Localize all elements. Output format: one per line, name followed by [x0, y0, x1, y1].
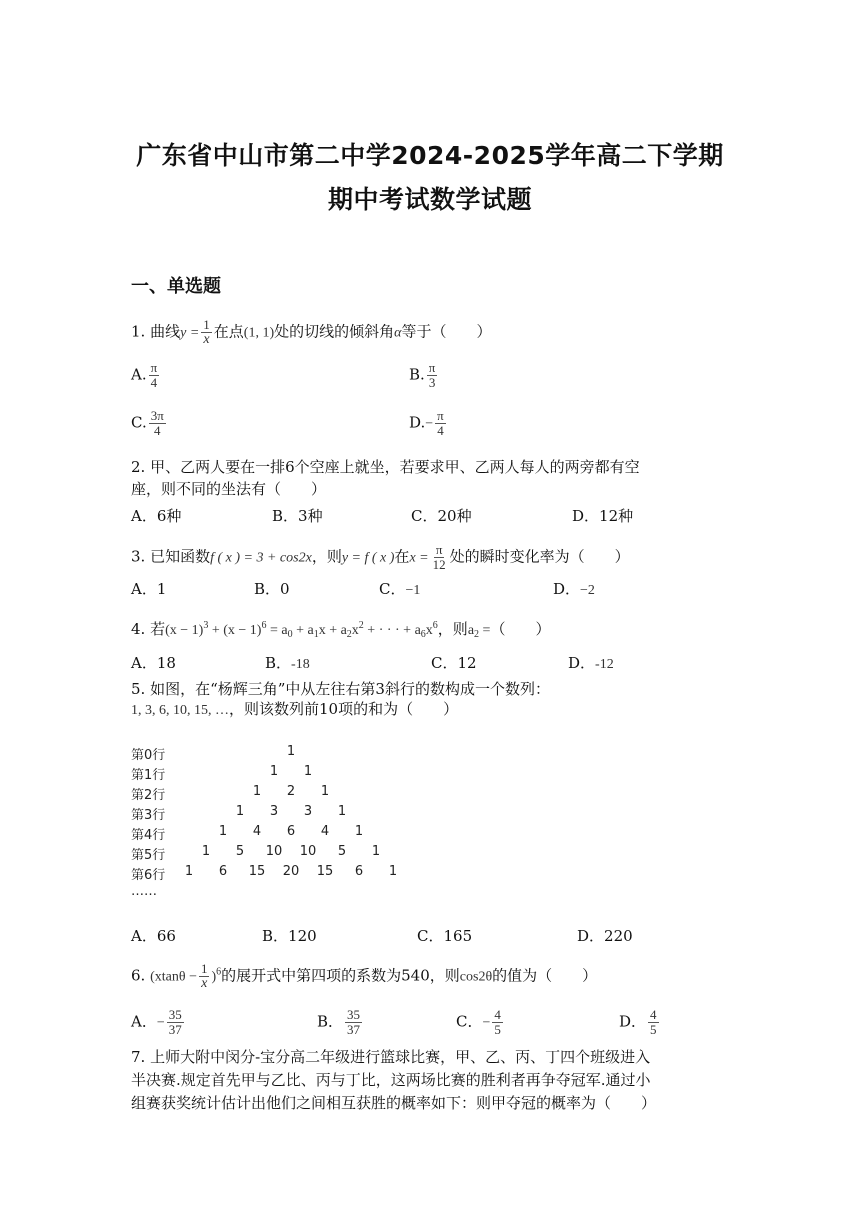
triangle-number: 1 [286, 744, 296, 759]
triangle-row-label: 第0行 [131, 748, 166, 763]
triangle-number: 4 [252, 824, 262, 839]
question-2-line-2: 座，则不同的坐法有（ ） [131, 480, 327, 498]
triangle-number: 1 [371, 844, 381, 859]
q2-option-a[interactable]: A．6种 [131, 507, 182, 525]
question-7-line-1: 7. 上师大附中闵分-宝分高二年级进行篮球比赛，甲、乙、丙、丁四个班级进入 [131, 1048, 651, 1066]
q6-option-d[interactable]: D． $\frac{4}{5}$ [619, 1007, 657, 1037]
triangle-number: 1 [269, 764, 279, 779]
section-heading: 一、单选题 [131, 276, 221, 297]
q4-option-a[interactable]: A．18 [131, 654, 176, 672]
question-3: 3. 已知函数f ( x ) = 3 + cos2x，则y = f ( x )在x = $\frac{\pi}{12}$ 处的瞬时变化率为（ ） [131, 542, 630, 572]
triangle-number: 1 [303, 764, 313, 779]
q5-option-c[interactable]: C．165 [417, 927, 473, 945]
page-subtitle: 期中考试数学试题 [327, 185, 532, 214]
triangle-number: 10 [299, 844, 317, 859]
q1-option-b[interactable]: B. $\frac{\pi}{3}$ [409, 360, 436, 390]
q6-option-a[interactable]: A．− $\frac{35}{37}$ [131, 1007, 182, 1037]
triangle-number: 1 [218, 824, 228, 839]
q3-option-c[interactable]: C．−1 [379, 580, 421, 598]
q1-option-c[interactable]: C. $\frac{3\pi}{4}$ [131, 408, 164, 438]
triangle-row-label: 第1行 [131, 768, 166, 783]
q1-option-d[interactable]: D.− $\frac{\pi}{4}$ [409, 408, 444, 438]
triangle-number: 1 [388, 864, 398, 879]
q6-option-b[interactable]: B． $\frac{35}{37}$ [317, 1007, 361, 1037]
triangle-number: 15 [316, 864, 334, 879]
triangle-number: 6 [354, 864, 364, 879]
triangle-row-label: 第3行 [131, 808, 166, 823]
triangle-row-label: 第6行 [131, 868, 166, 883]
q3-option-a[interactable]: A．1 [131, 580, 167, 598]
question-5-line-1: 5. 如图，在“杨辉三角”中从左往右第3斜行的数构成一个数列： [131, 680, 550, 698]
triangle-number: 1 [235, 804, 245, 819]
triangle-number: 3 [269, 804, 279, 819]
triangle-number: 2 [286, 784, 296, 799]
question-5-line-2: 1, 3, 6, 10, 15, …，则该数列前10项的和为（ ） [131, 700, 459, 718]
triangle-number: 6 [286, 824, 296, 839]
question-2-line-1: 2. 甲、乙两人要在一排6个空座上就坐，若要求甲、乙两人每人的两旁都有空 [131, 458, 640, 476]
q3-option-b[interactable]: B．0 [254, 580, 290, 598]
triangle-row-label: 第5行 [131, 848, 166, 863]
triangle-number: 5 [235, 844, 245, 859]
q3-option-d[interactable]: D．−2 [553, 580, 595, 598]
q2-option-b[interactable]: B．3种 [272, 507, 323, 525]
question-7-line-2: 半决赛.规定首先甲与乙比、丙与丁比，这两场比赛的胜利者再争夺冠军.通过小 [131, 1071, 651, 1089]
triangle-number: 10 [265, 844, 283, 859]
q5-option-b[interactable]: B．120 [262, 927, 317, 945]
triangle-number: 20 [282, 864, 300, 879]
triangle-ellipsis: …… [131, 884, 157, 899]
triangle-number: 1 [201, 844, 211, 859]
triangle-row-label: 第4行 [131, 828, 166, 843]
q2-option-c[interactable]: C．20种 [411, 507, 472, 525]
question-1: 1. 曲线y = $\frac{1}{x}$ 在点(1, 1)处的切线的倾斜角α等于（ ） [131, 317, 492, 347]
yanghui-triangle-figure [131, 744, 451, 899]
triangle-number: 1 [252, 784, 262, 799]
q6-option-c[interactable]: C．− $\frac{4}{5}$ [456, 1007, 501, 1037]
question-4: 4. 若$(x - 1)^3 + (x - 1)^6 = a_0 + a_1x + a_2x^2$ + · · · + $a_6x^6$，则$a_2$ =（ ） [131, 620, 551, 640]
q4-option-b[interactable]: B．-18 [265, 654, 310, 672]
q2-option-d[interactable]: D．12种 [572, 507, 634, 525]
question-7-line-3: 组赛获奖统计估计出他们之间相互获胜的概率如下：则甲夺冠的概率为（ ） [131, 1094, 657, 1112]
question-6: 6. (xtanθ − $\frac{1}{x}$ )$^6$的展开式中第四项的系数为540，则cos2θ的值为（ ） [131, 961, 598, 991]
triangle-number: 3 [303, 804, 313, 819]
q5-option-a[interactable]: A．66 [131, 927, 176, 945]
triangle-number: 6 [218, 864, 228, 879]
triangle-number: 1 [354, 824, 364, 839]
q4-option-c[interactable]: C．12 [431, 654, 477, 672]
triangle-number: 5 [337, 844, 347, 859]
triangle-number: 4 [320, 824, 330, 839]
triangle-number: 1 [337, 804, 347, 819]
triangle-number: 1 [320, 784, 330, 799]
q4-option-d[interactable]: D．-12 [568, 654, 614, 672]
page-title: 广东省中山市第二中学2024-2025学年高二下学期 [136, 141, 724, 170]
triangle-row-label: 第2行 [131, 788, 166, 803]
q1-option-a[interactable]: A. $\frac{\pi}{4}$ [131, 360, 158, 390]
q5-option-d[interactable]: D．220 [577, 927, 633, 945]
triangle-number: 15 [248, 864, 266, 879]
triangle-number: 1 [184, 864, 194, 879]
